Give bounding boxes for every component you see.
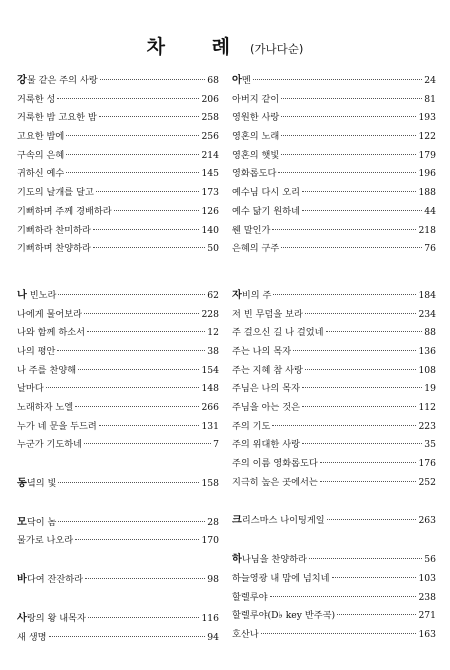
toc-entry-title — [232, 399, 300, 418]
toc-page-number: 163 — [418, 628, 436, 640]
dot-leader — [293, 350, 416, 351]
toc-entry-title — [17, 128, 64, 147]
dot-leader — [99, 425, 200, 426]
toc-entry-title — [17, 436, 82, 455]
toc-page-number: 108 — [418, 364, 436, 376]
dot-leader — [332, 577, 417, 578]
toc-entry-title — [17, 240, 91, 259]
toc-entry-text: 나와 함께 하소서 — [17, 327, 85, 339]
toc-entry-title — [232, 109, 279, 128]
dot-leader — [337, 614, 416, 615]
toc-entry-text: 기뻐하며 찬양하라 — [17, 243, 91, 255]
toc-entry-title — [17, 72, 98, 91]
toc-entry-title — [17, 418, 97, 437]
toc-page-number: 148 — [201, 383, 219, 395]
dot-leader — [99, 116, 200, 117]
toc-entry-title — [17, 184, 94, 203]
toc-entry — [232, 222, 436, 241]
toc-page-number: 214 — [201, 149, 219, 161]
toc-section-initial: 모 — [17, 516, 27, 528]
dot-leader — [96, 191, 200, 192]
toc-page-number: 76 — [424, 243, 436, 255]
toc-entry — [17, 306, 219, 325]
dot-leader — [278, 172, 416, 173]
toc-page-number: 266 — [201, 402, 219, 413]
toc-entry — [17, 475, 219, 494]
dot-leader — [281, 98, 422, 99]
toc-entry — [17, 629, 219, 648]
dot-leader — [270, 596, 417, 597]
toc-entry — [232, 306, 436, 325]
toc-page-number: 112 — [418, 402, 436, 413]
toc-entry — [17, 287, 219, 306]
toc-entry — [232, 399, 436, 418]
toc-entry-text: 영혼의 노래 — [232, 131, 280, 143]
toc-page-number: 145 — [201, 168, 219, 180]
toc-entry — [17, 203, 219, 222]
toc-entry — [17, 147, 219, 166]
toc-entry-title — [232, 455, 318, 474]
toc-page-number: 88 — [424, 327, 436, 339]
toc-page-number: 258 — [201, 112, 219, 124]
toc-entry-title — [17, 532, 73, 551]
toc-entry-title — [232, 306, 303, 325]
toc-entry — [232, 240, 436, 259]
toc-section-initial: 하 — [232, 554, 242, 566]
toc-entry-text: 나에게 물어보라 — [17, 308, 83, 320]
toc-entry — [17, 532, 219, 551]
dot-leader — [302, 443, 422, 444]
dot-leader — [302, 191, 416, 192]
toc-entry-text: 빈노라 — [26, 289, 57, 301]
toc-entry-title — [232, 474, 318, 493]
toc-page-number: 170 — [201, 535, 219, 547]
toc-entry-text: 주의 기도 — [232, 420, 271, 432]
toc-entry-title — [17, 165, 64, 184]
toc-section-initial: 강 — [17, 75, 27, 86]
toc-entry-title — [17, 399, 73, 418]
toc-entry — [232, 91, 436, 110]
toc-entry-text: 주 걸으신 길 나 걸었네 — [232, 327, 324, 339]
dot-leader — [309, 558, 422, 559]
dot-leader — [281, 116, 416, 117]
dot-leader — [253, 79, 423, 80]
toc-entry-text: 누군가 기도하네 — [17, 439, 83, 451]
toc-entry-title — [17, 147, 64, 166]
toc-entry-text: 새 생명 — [17, 631, 47, 643]
toc-page-number: 252 — [418, 476, 436, 488]
dot-leader — [58, 294, 205, 295]
toc-page-number: 176 — [418, 458, 436, 470]
toc-page-number: 24 — [424, 75, 436, 86]
toc-page-number: 238 — [418, 591, 436, 603]
dot-leader — [84, 443, 211, 444]
toc-entry-text: 예수 닮기 원하네 — [232, 205, 300, 217]
toc-entry-title — [17, 203, 112, 222]
toc-entry-text: 나 주를 찬양해 — [17, 364, 77, 376]
toc-page-number: 28 — [207, 516, 219, 528]
title-main: 차 례 — [146, 36, 250, 58]
toc-entry-text: 나의 평안 — [17, 345, 56, 357]
toc-entry-text: 할렐루야(D♭ key 반주곡) — [232, 610, 336, 622]
toc-entry — [232, 147, 436, 166]
toc-page-number: 158 — [201, 478, 219, 490]
page-title — [0, 32, 450, 59]
toc-entry-title — [17, 514, 56, 533]
toc-entry — [17, 240, 219, 259]
toc-page-number: 62 — [207, 289, 219, 301]
toc-entry-text: 리스마스 나이팅게일 — [241, 515, 325, 527]
toc-entry-text: 거룩한 성 — [17, 93, 56, 105]
toc-entry-text: 기도의 날개를 달고 — [17, 187, 94, 199]
toc-entry — [17, 380, 219, 399]
toc-entry-title — [17, 109, 97, 128]
toc-page-number: 35 — [424, 439, 436, 451]
toc-page-number: 179 — [418, 149, 436, 161]
dot-leader — [100, 79, 206, 80]
dot-leader — [320, 462, 417, 463]
toc-entry-text: 누가 네 문을 두드려 — [17, 420, 97, 432]
dot-leader — [57, 350, 205, 351]
toc-section-initial: 사 — [17, 612, 27, 624]
dot-leader — [281, 135, 416, 136]
toc-entry-text: 나님을 찬양하라 — [241, 554, 307, 566]
toc-entry-title — [17, 380, 44, 399]
toc-entry — [232, 607, 436, 626]
toc-entry — [232, 109, 436, 128]
toc-page-number: 228 — [201, 308, 219, 320]
toc-entry-text: 물가로 나오라 — [17, 535, 74, 547]
toc-entry-title — [232, 240, 279, 259]
toc-entry-title — [232, 147, 279, 166]
toc-entry — [17, 222, 219, 241]
dot-leader — [302, 387, 422, 388]
toc-entry — [17, 109, 219, 128]
toc-page-number: 126 — [201, 205, 219, 217]
toc-section-initial: 나 — [17, 289, 27, 301]
dot-leader — [84, 313, 199, 314]
toc-entry — [17, 362, 219, 381]
toc-entry-text: 영원한 사랑 — [232, 112, 280, 124]
dot-leader — [114, 210, 200, 211]
toc-entry — [17, 343, 219, 362]
dot-leader — [66, 172, 199, 173]
toc-entry-text: 아버지 같이 — [232, 93, 280, 105]
dot-leader — [305, 313, 417, 314]
toc-page-number: 271 — [418, 610, 436, 622]
toc-entry-title — [17, 91, 55, 110]
dot-leader — [58, 521, 205, 522]
dot-leader — [326, 331, 423, 332]
toc-entry-text: 할렐루야 — [232, 591, 268, 603]
toc-entry — [232, 343, 436, 362]
toc-page-number: 94 — [207, 631, 219, 643]
toc-entry-text: 날마다 — [17, 383, 44, 395]
toc-entry-title — [17, 610, 86, 629]
toc-entry — [232, 570, 436, 589]
toc-page-number: 56 — [424, 554, 436, 566]
toc-entry-text: 녘의 빛 — [26, 478, 57, 490]
toc-entry-title — [232, 512, 325, 531]
toc-entry-text: 거룩한 밤 고요한 밤 — [17, 112, 97, 124]
toc-entry-title — [17, 287, 56, 306]
toc-page-number: 223 — [418, 420, 436, 432]
toc-page-number: 50 — [207, 243, 219, 255]
toc-entry-title — [232, 436, 300, 455]
toc-entry — [232, 324, 436, 343]
toc-page-number: 81 — [424, 93, 436, 105]
toc-section-initial: 자 — [232, 289, 242, 301]
toc-entry — [232, 380, 436, 399]
toc-entry-title — [232, 72, 251, 91]
dot-leader — [49, 636, 206, 637]
toc-left-column — [17, 72, 219, 647]
toc-entry-text: 기뻐하며 주께 경배하라 — [17, 205, 112, 217]
dot-leader — [57, 98, 199, 99]
toc-entry-title — [232, 165, 276, 184]
dot-leader — [93, 229, 200, 230]
toc-entry-title — [232, 128, 279, 147]
dot-leader — [75, 406, 199, 407]
toc-entry — [232, 72, 436, 91]
dot-leader — [327, 519, 417, 520]
toc-page-number: 44 — [424, 205, 436, 217]
toc-page-number: 234 — [418, 308, 436, 320]
dot-leader — [273, 294, 416, 295]
toc-entry — [232, 165, 436, 184]
dot-leader — [58, 482, 199, 483]
toc-page-number: 12 — [207, 327, 219, 339]
toc-entry-text: 은혜의 구주 — [232, 243, 280, 255]
toc-entry — [17, 72, 219, 91]
toc-page-number: 136 — [418, 345, 436, 357]
toc-entry-title — [232, 380, 300, 399]
toc-entry-title — [17, 222, 91, 241]
toc-entry-text: 멘 — [241, 75, 251, 86]
toc-section-initial: 바 — [17, 574, 27, 586]
toc-page-number: 103 — [418, 572, 436, 584]
toc-entry-title — [232, 91, 279, 110]
toc-entry-text: 영혼의 햇빛 — [232, 149, 280, 161]
toc-entry-title — [232, 607, 335, 626]
toc-page-number: 122 — [418, 131, 436, 143]
toc-entry-title — [232, 324, 324, 343]
toc-entry — [232, 626, 436, 645]
toc-entry-text: 노래하자 노엘 — [17, 402, 74, 413]
toc-entry-title — [232, 362, 303, 381]
toc-entry — [17, 399, 219, 418]
toc-entry-title — [17, 324, 85, 343]
toc-page-number: 263 — [418, 515, 436, 527]
toc-right-column — [232, 72, 436, 645]
toc-entry — [17, 571, 219, 590]
toc-section-initial: 동 — [17, 478, 27, 490]
toc-page-number: 184 — [418, 289, 436, 301]
dot-leader — [85, 578, 205, 579]
toc-entry-title — [17, 306, 82, 325]
toc-entry-text: 하늘영광 내 맘에 넘치네 — [232, 572, 330, 584]
toc-entry-text: 호산나 — [232, 628, 259, 640]
toc-entry-title — [232, 418, 270, 437]
dot-leader — [66, 154, 199, 155]
toc-entry — [232, 362, 436, 381]
toc-entry — [232, 455, 436, 474]
toc-page-number: 98 — [207, 574, 219, 586]
toc-page-number: 256 — [201, 131, 219, 143]
toc-entry-text: 저 빈 무덤을 보라 — [232, 308, 303, 320]
title-subtitle: (가나다순) — [249, 42, 304, 56]
toc-entry-title — [232, 551, 307, 570]
toc-entry-text: 주의 위대한 사랑 — [232, 439, 300, 451]
toc-entry-text: 고요한 밤에 — [17, 131, 65, 143]
toc-entry-title — [17, 343, 55, 362]
toc-entry-title — [232, 589, 268, 608]
toc-page-number: 173 — [201, 187, 219, 199]
toc-entry-title — [232, 343, 291, 362]
dot-leader — [78, 369, 199, 370]
toc-entry-text: 예수님 다시 오리 — [232, 187, 300, 199]
toc-entry-text: 영화롭도다 — [232, 168, 277, 180]
toc-entry-text: 귀하신 예수 — [17, 168, 65, 180]
dot-leader — [261, 633, 417, 634]
toc-section-initial: 크 — [232, 515, 242, 527]
toc-entry-text: 주는 나의 목자 — [232, 345, 292, 357]
dot-leader — [66, 135, 199, 136]
toc-entry — [232, 287, 436, 306]
toc-entry-text: 지극히 높은 곳에서는 — [232, 476, 318, 488]
dot-leader — [302, 210, 422, 211]
dot-leader — [88, 617, 200, 618]
toc-page-number: 196 — [418, 168, 436, 180]
toc-entry-text: 구속의 은혜 — [17, 149, 65, 161]
toc-entry-text: 비의 주 — [241, 289, 272, 301]
toc-page-number: 140 — [201, 224, 219, 236]
toc-entry-text: 주의 이름 영화롭도다 — [232, 458, 318, 470]
toc-entry — [17, 436, 219, 455]
toc-page-number: 7 — [213, 439, 219, 451]
toc-entry-text: 주는 지혜 참 사랑 — [232, 364, 303, 376]
toc-entry-text: 기뻐하라 찬미하라 — [17, 224, 91, 236]
toc-page-number: 218 — [418, 224, 436, 236]
toc-entry-title — [17, 571, 83, 590]
toc-entry-text: 주님은 나의 목자 — [232, 383, 300, 395]
dot-leader — [305, 369, 417, 370]
toc-page-number: 68 — [207, 75, 219, 86]
dot-leader — [46, 387, 200, 388]
dot-leader — [75, 539, 199, 540]
toc-page-number: 193 — [418, 112, 436, 124]
toc-entry-text: 랑의 왕 내목자 — [26, 612, 86, 624]
toc-entry-title — [232, 287, 271, 306]
dot-leader — [87, 331, 205, 332]
toc-entry — [232, 551, 436, 570]
toc-entry — [232, 474, 436, 493]
toc-entry-title — [232, 203, 300, 222]
toc-page-number: 206 — [201, 93, 219, 105]
toc-entry — [232, 436, 436, 455]
toc-entry-text: 주님을 아는 것은 — [232, 402, 300, 413]
toc-page-number: 131 — [201, 420, 219, 432]
toc-entry-text: 물 같은 주의 사랑 — [26, 75, 98, 86]
dot-leader — [281, 154, 416, 155]
toc-entry-title — [232, 184, 300, 203]
toc-entry-title — [232, 222, 270, 241]
toc-entry — [17, 128, 219, 147]
toc-page-number: 38 — [207, 345, 219, 357]
dot-leader — [281, 247, 422, 248]
toc-entry-text: 닥이 놈 — [26, 516, 57, 528]
toc-page-number: 154 — [201, 364, 219, 376]
toc-entry — [17, 184, 219, 203]
toc-entry — [232, 418, 436, 437]
toc-entry — [232, 203, 436, 222]
dot-leader — [320, 481, 417, 482]
toc-entry — [232, 128, 436, 147]
dot-leader — [272, 229, 416, 230]
toc-section-initial: 아 — [232, 75, 242, 86]
toc-entry-title — [17, 629, 47, 648]
toc-entry — [17, 610, 219, 629]
toc-entry-title — [232, 626, 259, 645]
toc-page-number: 19 — [424, 383, 436, 395]
toc-entry — [17, 91, 219, 110]
toc-page-number: 116 — [201, 612, 219, 624]
toc-entry — [232, 512, 436, 531]
toc-entry — [17, 514, 219, 533]
dot-leader — [302, 406, 416, 407]
toc-entry-title — [17, 362, 76, 381]
toc-entry-title — [17, 475, 56, 494]
toc-entry — [232, 589, 436, 608]
dot-leader — [93, 247, 205, 248]
toc-entry-text: 다여 잔잔하라 — [26, 574, 84, 586]
toc-entry — [17, 324, 219, 343]
toc-entry-text: 웬 말인가 — [232, 224, 271, 236]
toc-entry-title — [232, 570, 330, 589]
toc-entry — [17, 165, 219, 184]
toc-entry — [17, 418, 219, 437]
dot-leader — [272, 425, 416, 426]
toc-page-number: 188 — [418, 187, 436, 199]
toc-entry — [232, 184, 436, 203]
